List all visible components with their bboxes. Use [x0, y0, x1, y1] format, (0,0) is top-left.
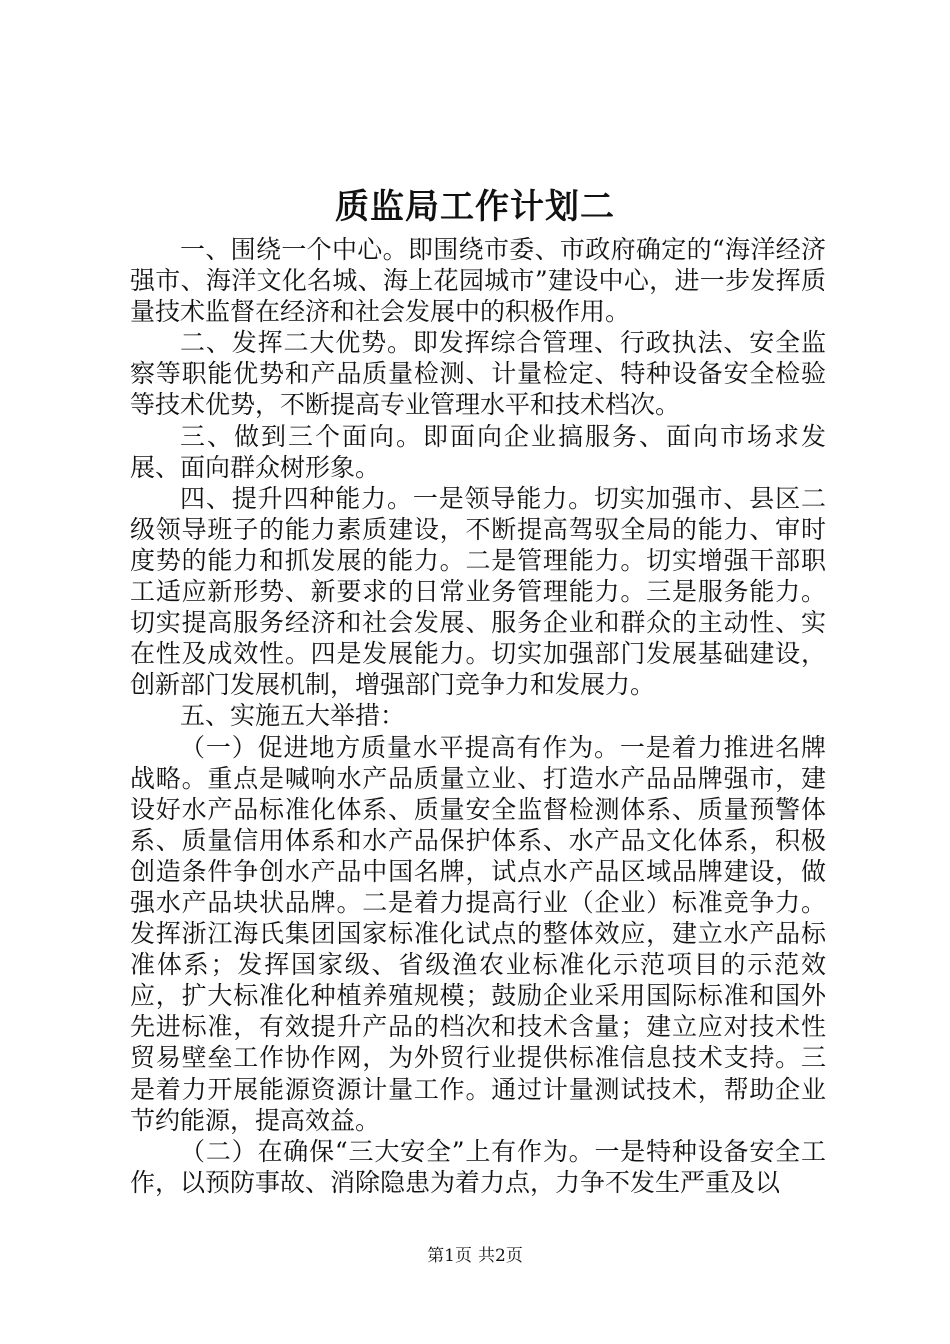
paragraph-2: 二、发挥二大优势。即发挥综合管理、行政执法、安全监察等职能优势和产品质量检测、计量检定、特种设备安全检验等技术优势，不断提高专业管理水平和技术档次。 — [130, 328, 826, 420]
paragraph-3: 三、做到三个面向。即面向企业搞服务、面向市场求发展、面向群众树形象。 — [130, 421, 826, 482]
paragraph-4: 四、提升四种能力。一是领导能力。切实加强市、县区二级领导班子的能力素质建设，不断提高驾驭全局的能力、审时度势的能力和抓发展的能力。二是管理能力。切实增强干部职工适应新形势、新要求的日常业务管理能力。三是服务能力。切实提高服务经济和社会发展、服务企业和群众的主动性、实在性及成效性。四是发展能力。切实加强部门发展基础建设，创新部门发展机制，增强部门竞争力和发展力。 — [130, 483, 826, 700]
paragraph-6: （一）促进地方质量水平提高有作为。一是着力推进名牌战略。重点是喊响水产品质量立业、打造水产品品牌强市，建设好水产品标准化体系、质量安全监督检测体系、质量预警体系、质量信用体系和水产品保护体系、水产品文化体系，积极创造条件争创水产品中国名牌，试点水产品区域品牌建设，做强水产品块状品牌。二是着力提高行业（企业）标准竞争力。发挥浙江海氏集团国家标准化试点的整体效应，建立水产品标准体系；发挥国家级、省级渔农业标准化示范项目的示范效应，扩大标准化种植养殖规模；鼓励企业采用国际标准和国外先进标准，有效提升产品的档次和技术含量；建立应对技术性贸易壁垒工作协作网，为外贸行业提供标准信息技术支持。三是着力开展能源资源计量工作。通过计量测试技术，帮助企业节约能源，提高效益。 — [130, 732, 826, 1135]
paragraph-1: 一、围绕一个中心。即围绕市委、市政府确定的“海洋经济强市、海洋文化名城、海上花园城市”建设中心，进一步发挥质量技术监督在经济和社会发展中的积极作用。 — [130, 235, 826, 327]
document-body — [130, 234, 826, 1198]
document-title: 质监局工作计划二 — [335, 187, 615, 227]
paragraph-7: （二）在确保“三大安全”上有作为。一是特种设备安全工作，以预防事故、消除隐患为着力点，力争不发生严重及以 — [130, 1136, 826, 1197]
page-total: 共2页 — [478, 1246, 523, 1266]
paragraph-5: 五、实施五大举措： — [180, 701, 406, 731]
page-footer — [0, 1244, 950, 1268]
page-number: 第1页 — [427, 1246, 472, 1266]
